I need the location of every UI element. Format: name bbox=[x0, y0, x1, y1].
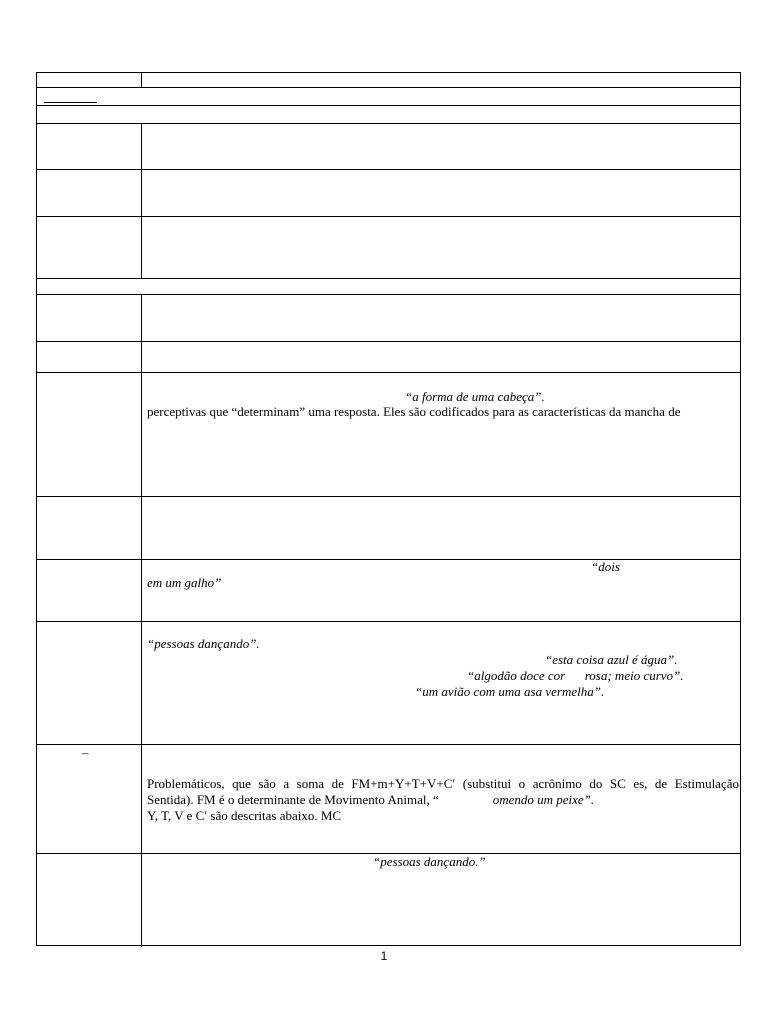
quote-coisa-azul-agua: “esta coisa azul é água”. bbox=[545, 652, 678, 667]
quote-forma-cabeca: “a forma de uma cabeça”. bbox=[405, 389, 545, 404]
quote-dois: “dois bbox=[591, 559, 620, 574]
table-row-divider bbox=[37, 621, 740, 622]
quote-pessoas-dancando: “pessoas dançando”. bbox=[147, 636, 260, 651]
table-row-divider bbox=[37, 169, 740, 170]
table-column-divider bbox=[141, 123, 142, 278]
text-movimento-animal-plain: Sentida). FM é o determinante de Movimento Animal, “ bbox=[147, 792, 439, 807]
row-label-dash: – bbox=[82, 745, 89, 760]
table-row-divider bbox=[37, 105, 740, 106]
quote-aviao-asa-vermelha: “um avião com uma asa vermelha”. bbox=[415, 684, 605, 699]
quote-algodao-doce: “algodão doce cor rosa; meio curvo”. bbox=[467, 668, 684, 683]
text-movimento-animal bbox=[147, 792, 594, 808]
quote-em-um-galho: em um galho” bbox=[147, 575, 222, 590]
table-row-divider bbox=[37, 372, 740, 373]
table-column-divider bbox=[141, 294, 142, 947]
text-perceptivas: perceptivas que “determinam” uma resposta. Eles são codificados para as características da mancha de bbox=[147, 404, 681, 419]
table-row-divider bbox=[37, 744, 740, 745]
text-problematicos: Problemáticos, que são a soma de FM+m+Y+T+V+C′ (substitui o acrônimo do SC es, de Estimulação bbox=[147, 776, 739, 791]
text-ytvc: Y, T, V e C′ são descritas abaixo. MC bbox=[147, 808, 342, 823]
table-row-divider bbox=[37, 294, 740, 295]
table-row-divider bbox=[37, 123, 740, 124]
page-number: 1 bbox=[380, 949, 388, 963]
quote-comendo-peixe: omendo um peixe”. bbox=[492, 792, 595, 807]
table-row-divider bbox=[37, 496, 740, 497]
heading-underline bbox=[44, 102, 97, 103]
table-row-divider bbox=[37, 216, 740, 217]
table-row-divider bbox=[37, 278, 740, 279]
table-row-divider bbox=[37, 559, 740, 560]
definitions-table bbox=[36, 72, 741, 946]
table-column-divider bbox=[141, 73, 142, 87]
table-row-divider bbox=[37, 341, 740, 342]
quote-pessoas-dancando-2: “pessoas dançando.” bbox=[373, 854, 486, 869]
table-row-divider bbox=[37, 87, 740, 88]
